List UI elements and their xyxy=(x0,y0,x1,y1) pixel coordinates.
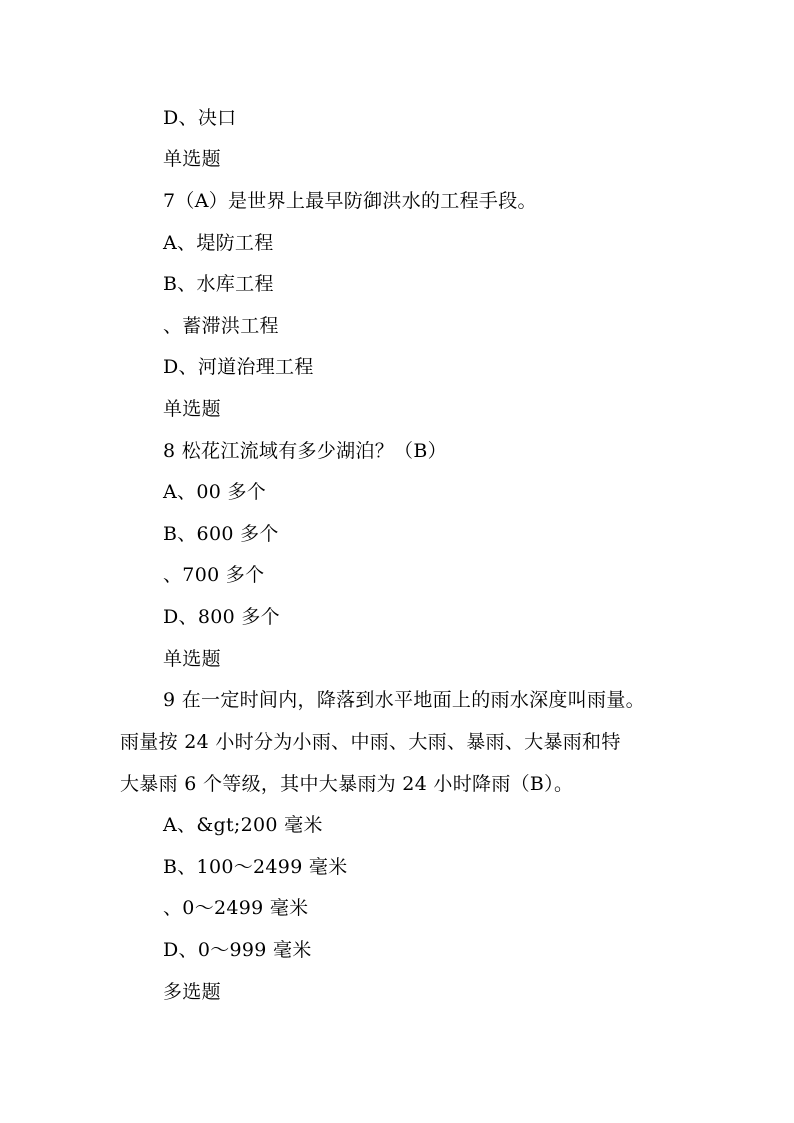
option-a-q9: A、&gt;200 毫米 xyxy=(163,814,323,836)
question-type-label: 单选题 xyxy=(163,648,221,670)
option-a-q8: A、00 多个 xyxy=(163,481,267,503)
question-9-text-line-3: 大暴雨 6 个等级，其中大暴雨为 24 小时降雨（B）。 xyxy=(120,773,574,795)
option-b-q8: B、600 多个 xyxy=(163,523,279,545)
question-type-label: 多选题 xyxy=(163,981,221,1003)
question-9-text-line-1: 9 在一定时间内，降落到水平地面上的雨水深度叫雨量。 xyxy=(163,689,645,711)
option-c-q9: 、0～2499 毫米 xyxy=(163,897,309,919)
question-type-label: 单选题 xyxy=(163,148,221,170)
option-d-q7: D、河道治理工程 xyxy=(163,356,314,378)
option-d-q8: D、800 多个 xyxy=(163,606,280,628)
option-a-q7: A、堤防工程 xyxy=(163,232,274,254)
option-b-q9: B、100～2499 毫米 xyxy=(163,856,348,878)
question-7-text: 7（A）是世界上最早防御洪水的工程手段。 xyxy=(163,190,537,212)
option-c-q7: 、蓄滞洪工程 xyxy=(163,315,279,337)
question-9-text-line-2: 雨量按 24 小时分为小雨、中雨、大雨、暴雨、大暴雨和特 xyxy=(120,731,621,753)
option-b-q7: B、水库工程 xyxy=(163,273,274,295)
question-type-label: 单选题 xyxy=(163,398,221,420)
option-d-q9: D、0～999 毫米 xyxy=(163,939,312,961)
option-c-q8: 、700 多个 xyxy=(163,564,265,586)
question-8-text: 8 松花江流域有多少湖泊？（B） xyxy=(163,440,447,462)
option-d-q6: D、决口 xyxy=(163,107,237,129)
